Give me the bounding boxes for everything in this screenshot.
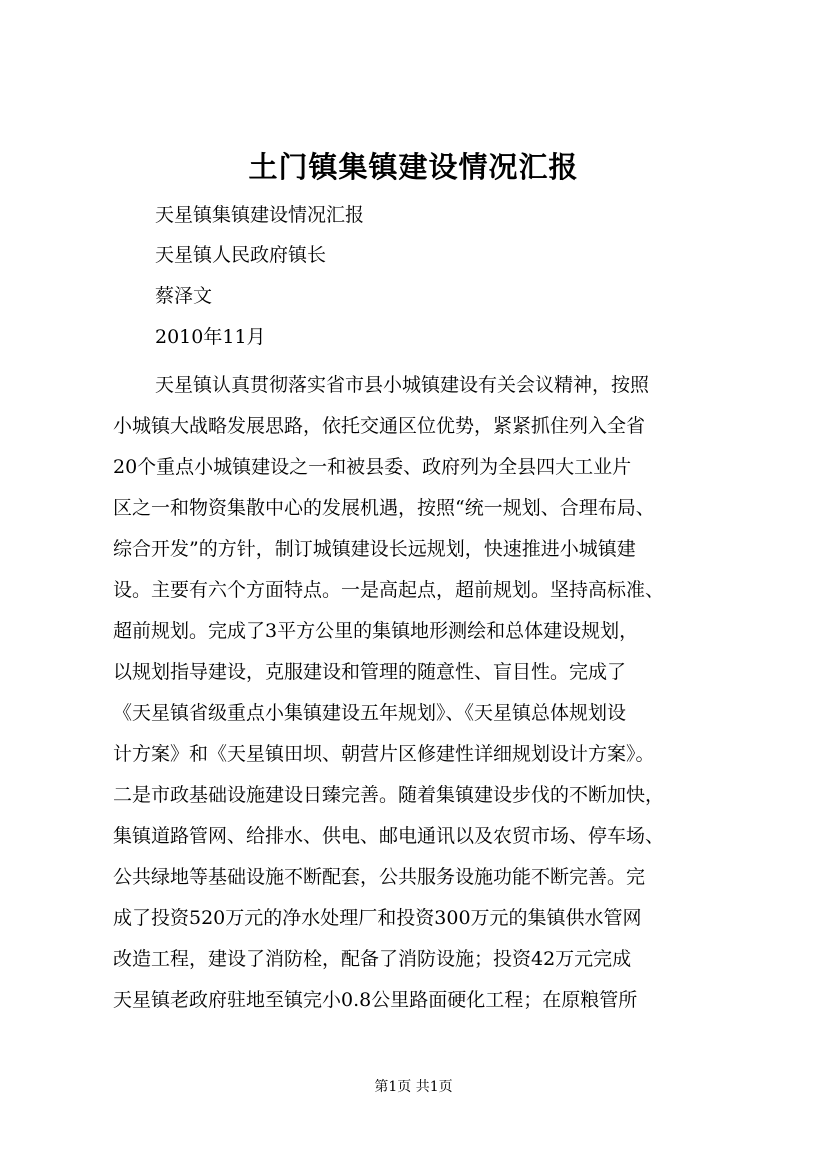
body-line: 计方案》和《天星镇田坝、朝营片区修建性详细规划设计方案》。 [113, 743, 655, 765]
body-line: 改造工程，建设了消防栓，配备了消防设施；投资42万元完成 [113, 948, 632, 970]
body-line: 《天星镇省级重点小集镇建设五年规划》、《天星镇总体规划设 [113, 702, 627, 724]
report-date: 2010年11月 [155, 326, 266, 348]
body-line: 成了投资520万元的净水处理厂和投资300万元的集镇供水管网 [113, 907, 642, 929]
body-line: 天星镇老政府驻地至镇完小0.8公里路面硬化工程；在原粮管所 [113, 989, 638, 1011]
author-name: 蔡泽文 [155, 285, 213, 307]
document-title: 土门镇集镇建设情况汇报 [248, 150, 579, 184]
body-line: 小城镇大战略发展思路，依托交通区位优势，紧紧抓住列入全省 [113, 415, 646, 437]
body-line: 设。主要有六个方面特点。一是高起点，超前规划。坚持高标准、 [113, 579, 665, 601]
body-line: 二是市政基础设施建设日臻完善。随着集镇建设步伐的不断加快， [113, 784, 665, 806]
body-line: 天星镇认真贯彻落实省市县小城镇建设有关会议精神，按照 [155, 374, 650, 396]
body-line: 公共绿地等基础设施不断配套，公共服务设施功能不断完善。完 [113, 866, 646, 888]
body-text [113, 365, 733, 1021]
body-line: 20个重点小城镇建设之一和被县委、政府列为全县四大工业片 [113, 456, 632, 478]
body-line: 区之一和物资集散中心的发展机遇，按照“统一规划、合理布局、 [113, 497, 655, 519]
body-line: 超前规划。完成了3平方公里的集镇地形测绘和总体建设规划， [113, 620, 639, 642]
body-line: 以规划指导建设，克服建设和管理的随意性、盲目性。完成了 [113, 661, 627, 683]
body-line: 综合开发”的方针，制订城镇建设长远规划，快速推进小城镇建 [113, 538, 636, 560]
author-title: 天星镇人民政府镇长 [155, 244, 327, 266]
report-subtitle: 天星镇集镇建设情况汇报 [155, 204, 365, 226]
body-line: 集镇道路管网、给排水、供电、邮电通讯以及农贸市场、停车场、 [113, 825, 665, 847]
page-footer: 第1页 共1页 [374, 1079, 453, 1095]
